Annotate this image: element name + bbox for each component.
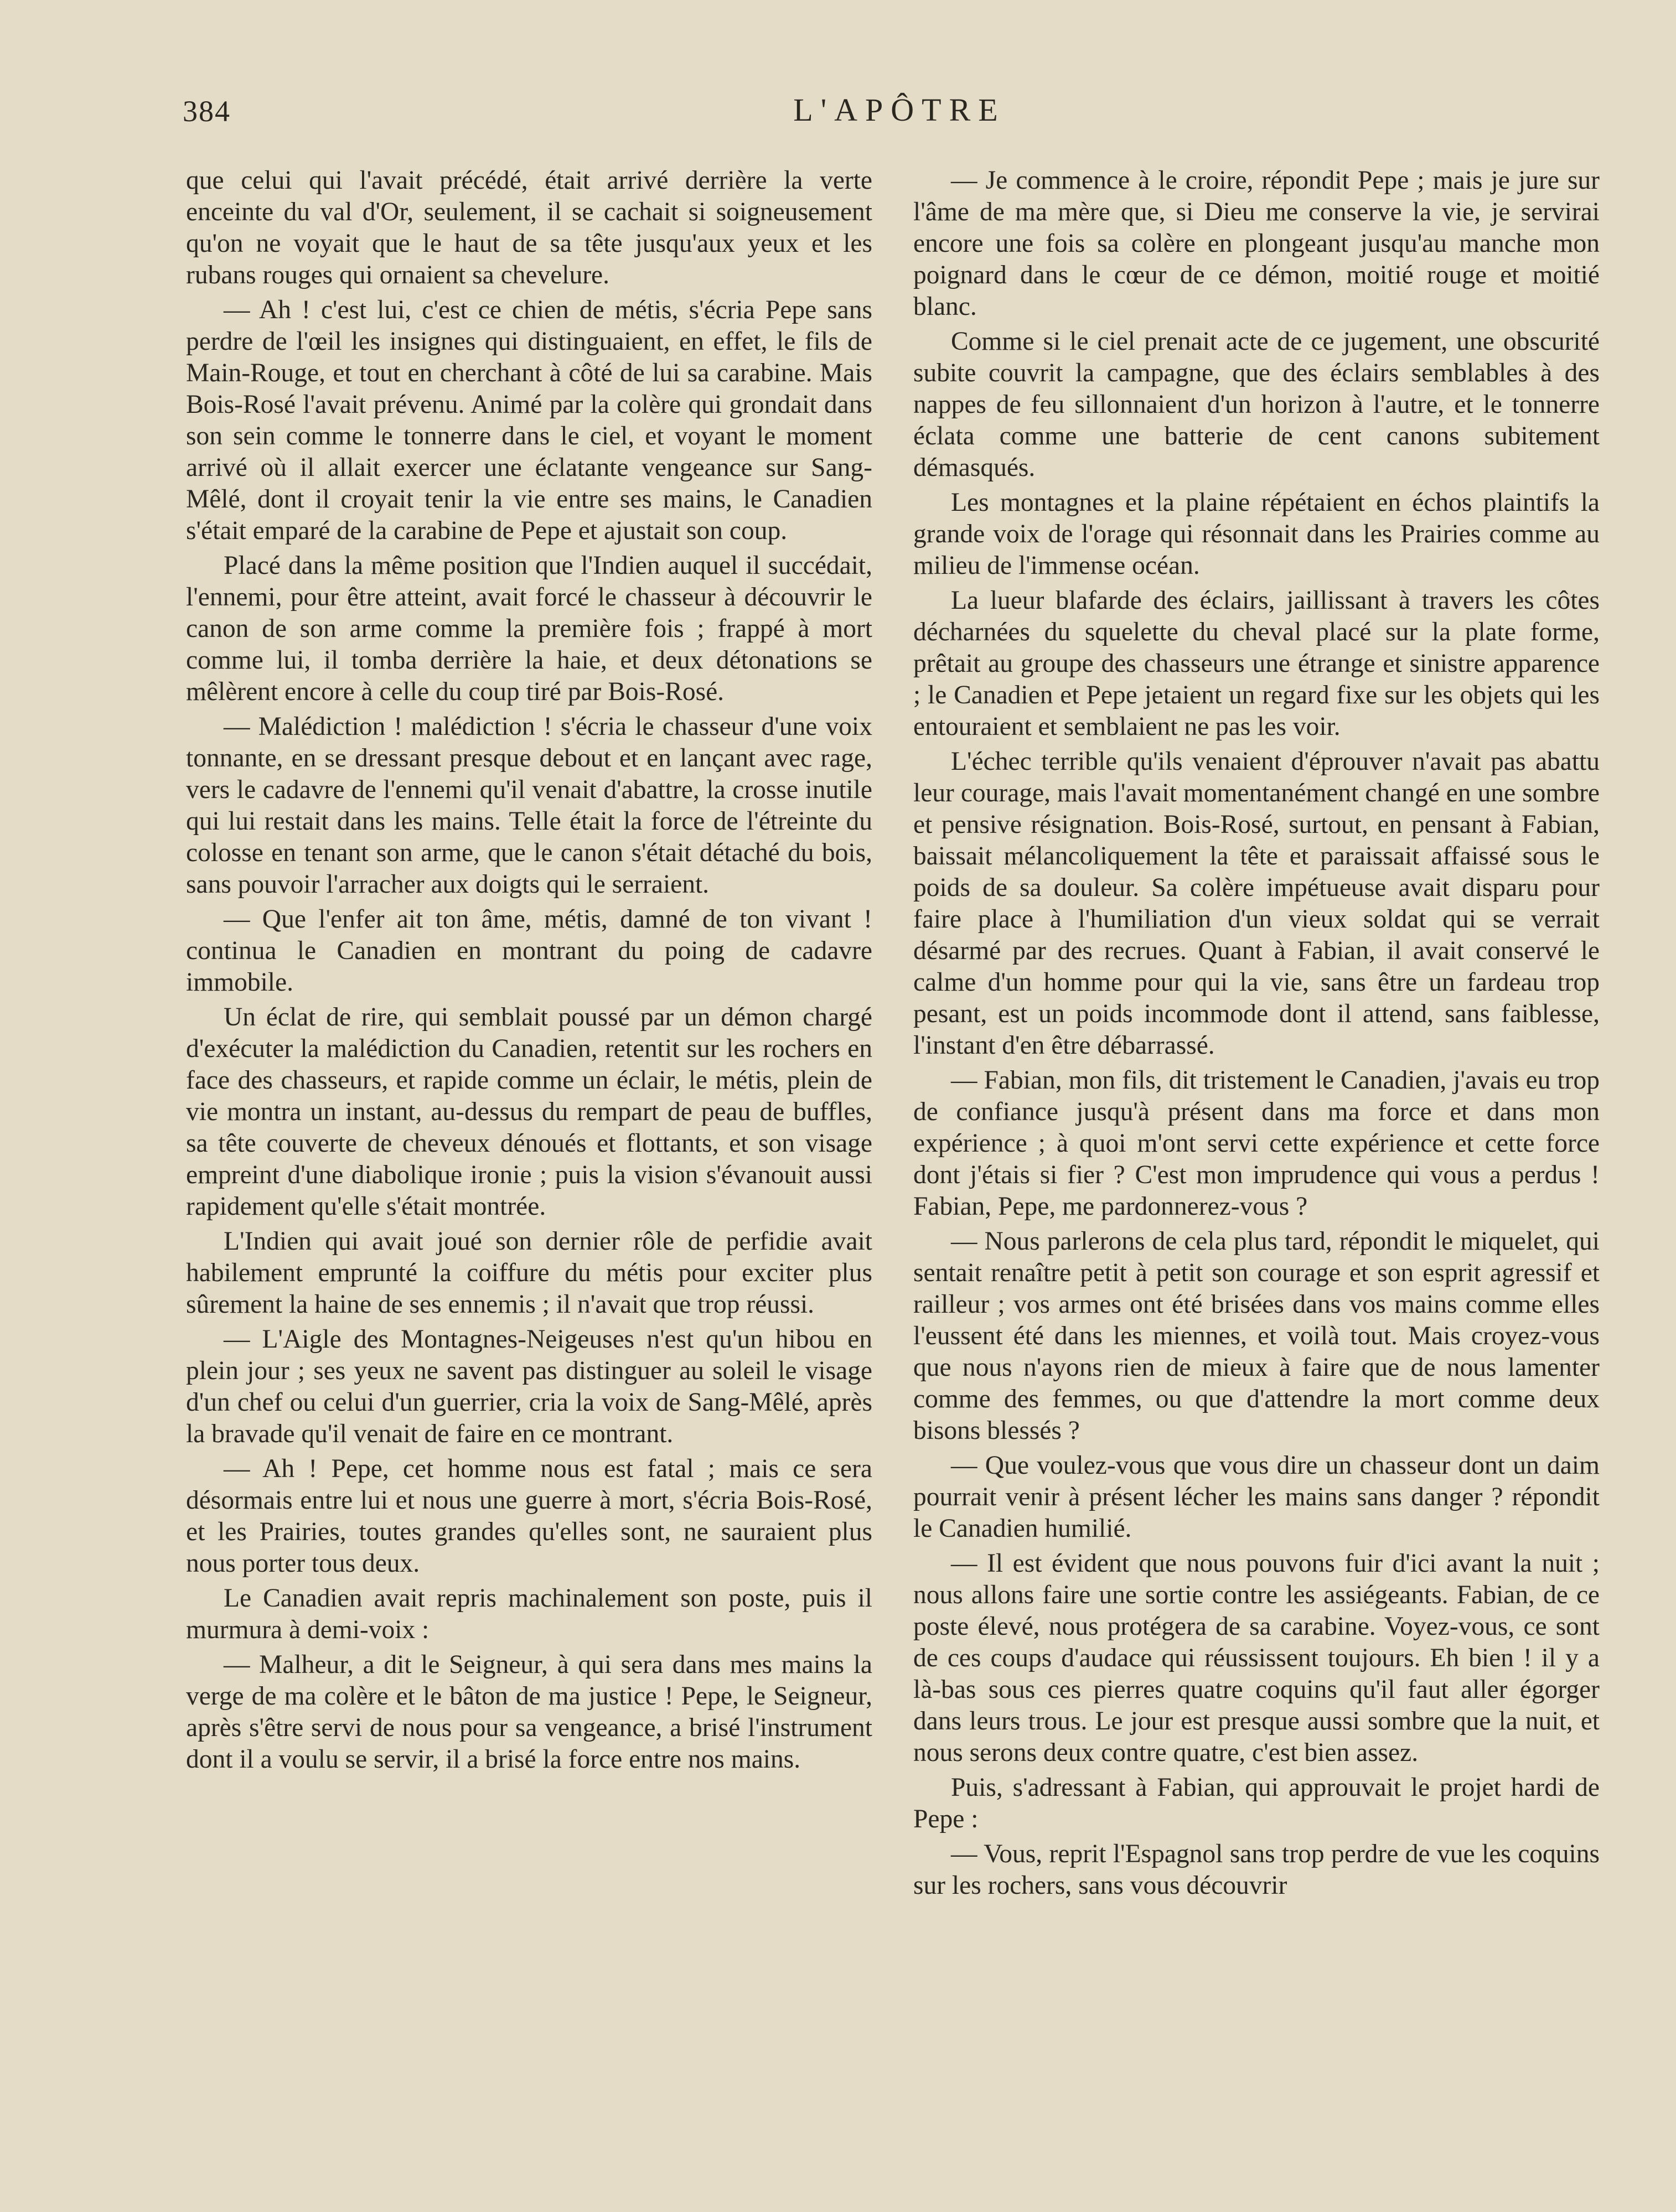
paragraph: — Vous, reprit l'Espagnol sans trop perdre de vue les coquins sur les rochers, sans vous découvrir	[913, 1840, 1600, 1900]
paragraph: — Il est évident que nous pouvons fuir d'ici avant la nuit ; nous allons faire une sortie contre les assiégeants. Fabian, de ce poste élevé, nous protégera de sa carabine. Voyez-vous, ce sont de ces coups d'audace qui réussissent toujours. Eh bien ! il y a là-bas sous ces pierres quatre coquins qu'il faut aller égorger dans leurs trous. Le jour est presque aussi sombre que la nuit, et nous serons deux contre quatre, c'est bien assez.	[913, 1549, 1600, 1767]
paragraph: Les montagnes et la plaine répétaient en échos plaintifs la grande voix de l'orage qui résonnait dans les Prairies comme au milieu de l'immense océan.	[913, 488, 1600, 580]
paragraph: La lueur blafarde des éclairs, jaillissant à travers les côtes décharnées du squelette du cheval placé sur la plate forme, prêtait au groupe des chasseurs une étrange et sinistre apparence ; le Canadien et Pepe jetaient un regard fixe sur les objets qui les entouraient et semblaient ne pas les voir.	[913, 586, 1600, 741]
paragraph: Comme si le ciel prenait acte de ce jugement, une obscurité subite couvrit la campagne, que des éclairs semblables à des nappes de feu sillonnaient d'un horizon à l'autre, et le tonnerre éclata comme une batterie de cent canons subitement démasqués.	[913, 327, 1600, 482]
page-header	[183, 89, 1616, 138]
paragraph: — Ah ! Pepe, cet homme nous est fatal ; mais ce sera désormais entre lui et nous une guerre à mort, s'écria Bois-Rosé, et les Prairies, toutes grandes qu'elles sont, ne sauraient plus nous porter tous deux.	[186, 1454, 872, 1578]
paragraph: — Que voulez-vous que vous dire un chasseur dont un daim pourrait venir à présent lécher les mains sans danger ? répondit le Canadien humilié.	[913, 1451, 1600, 1543]
running-title: L'APÔTRE	[793, 92, 1006, 128]
paragraph: Le Canadien avait repris machinalement son poste, puis il murmura à demi-voix :	[186, 1584, 872, 1644]
paragraph: — Je commence à le croire, répondit Pepe ; mais je jure sur l'âme de ma mère que, si Dieu me conserve la vie, je servirai encore une fois sa colère en plongeant jusqu'au manche mon poignard dans le cœur de ce démon, moitié rouge et moitié blanc.	[913, 166, 1600, 321]
paragraph: Placé dans la même position que l'Indien auquel il succédait, l'ennemi, pour être atteint, avait forcé le chasseur à découvrir le canon de son arme comme la première fois ; frappé à mort comme lui, il tomba derrière la haie, et deux détonations se mêlèrent encore à celle du coup tiré par Bois-Rosé.	[186, 551, 872, 706]
paragraph: L'échec terrible qu'ils venaient d'éprouver n'avait pas abattu leur courage, mais l'avait momentanément changé en une sombre et pensive résignation. Bois-Rosé, surtout, en pensant à Fabian, baissait mélancoliquement la tête et paraissait affaissé sous le poids de sa douleur. Sa colère impétueuse avait disparu pour faire place à l'humiliation d'un vieux soldat qui se verrait désarmé par des recrues. Quant à Fabian, il avait conservé le calme d'un homme pour qui la vie, sans être un fardeau trop pesant, est un poids incommode dont il attend, sans faiblesse, l'instant d'en être débarrassé.	[913, 747, 1600, 1060]
paragraph: Puis, s'adressant à Fabian, qui approuvait le projet hardi de Pepe :	[913, 1773, 1600, 1833]
paragraph: — L'Aigle des Montagnes-Neigeuses n'est qu'un hibou en plein jour ; ses yeux ne savent pas distinguer au soleil le visage d'un chef ou celui d'un guerrier, cria la voix de Sang-Mêlé, après la bravade qu'il venait de faire en ce montrant.	[186, 1325, 872, 1448]
paragraph: — Nous parlerons de cela plus tard, répondit le miquelet, qui sentait renaître petit à petit son courage et son esprit agressif et railleur ; vos armes ont été brisées dans vos mains comme elles l'eussent été dans les miennes, et voilà tout. Mais croyez-vous que nous n'ayons rien de mieux à faire que de nous lamenter comme des femmes, ou que d'attendre la mort comme deux bisons blessés ?	[913, 1227, 1600, 1445]
paragraph: Un éclat de rire, qui semblait poussé par un démon chargé d'exécuter la malédiction du Canadien, retentit sur les rochers en face des chasseurs, et rapide comme un éclair, le métis, plein de vie montra un instant, au-dessus du rempart de peau de buffles, sa tête couverte de cheveux dénoués et flottants, et son visage empreint d'une diabolique ironie ; puis la vision s'évanouit aussi rapidement qu'elle s'était montrée.	[186, 1003, 872, 1221]
page-number: 384	[183, 95, 231, 128]
right-column	[913, 165, 1600, 1905]
paragraph: — Malheur, a dit le Seigneur, à qui sera dans mes mains la verge de ma colère et le bâton de ma justice ! Pepe, le Seigneur, après s'être servi de nous pour sa vengeance, a brisé l'instrument dont il a voulu se servir, il a brisé la force entre nos mains.	[186, 1650, 872, 1774]
paragraph: — Malédiction ! malédiction ! s'écria le chasseur d'une voix tonnante, en se dressant presque debout et en lançant avec rage, vers le cadavre de l'ennemi qu'il venait d'abattre, la crosse inutile qui lui restait dans les mains. Telle était la force de l'étreinte du colosse en tenant son arme, que le canon s'était détaché du bois, sans pouvoir l'arracher aux doigts qui le serraient.	[186, 712, 872, 899]
paragraph: — Ah ! c'est lui, c'est ce chien de métis, s'écria Pepe sans perdre de l'œil les insignes qui distinguaient, en effet, le fils de Main-Rouge, et tout en cherchant à côté de lui sa carabine. Mais Bois-Rosé l'avait prévenu. Animé par la colère qui grondait dans son sein comme le tonnerre dans le ciel, et voyant le moment arrivé où il allait exercer une éclatante vengeance sur Sang-Mêlé, dont il croyait tenir la vie entre ses mains, le Canadien s'était emparé de la carabine de Pepe et ajustait son coup.	[186, 296, 872, 545]
paragraph: — Que l'enfer ait ton âme, métis, damné de ton vivant ! continua le Canadien en montrant du poing de cadavre immobile.	[186, 905, 872, 997]
left-column	[186, 165, 872, 1779]
paragraph: L'Indien qui avait joué son dernier rôle de perfidie avait habilement emprunté la coiffure du métis pour exciter plus sûrement la haine de ses ennemis ; il n'avait que trop réussi.	[186, 1227, 872, 1319]
paragraph: que celui qui l'avait précédé, était arrivé derrière la verte enceinte du val d'Or, seulement, il se cachait si soigneusement qu'on ne voyait que le haut de sa tête jusqu'aux yeux et les rubans rouges qui ornaient sa chevelure.	[186, 166, 872, 289]
paragraph: — Fabian, mon fils, dit tristement le Canadien, j'avais eu trop de confiance jusqu'à présent dans ma force et dans mon expérience ; à quoi m'ont servi cette expérience et cette force dont j'étais si fier ? C'est mon imprudence qui vous a perdus ! Fabian, Pepe, me pardonnerez-vous ?	[913, 1066, 1600, 1221]
